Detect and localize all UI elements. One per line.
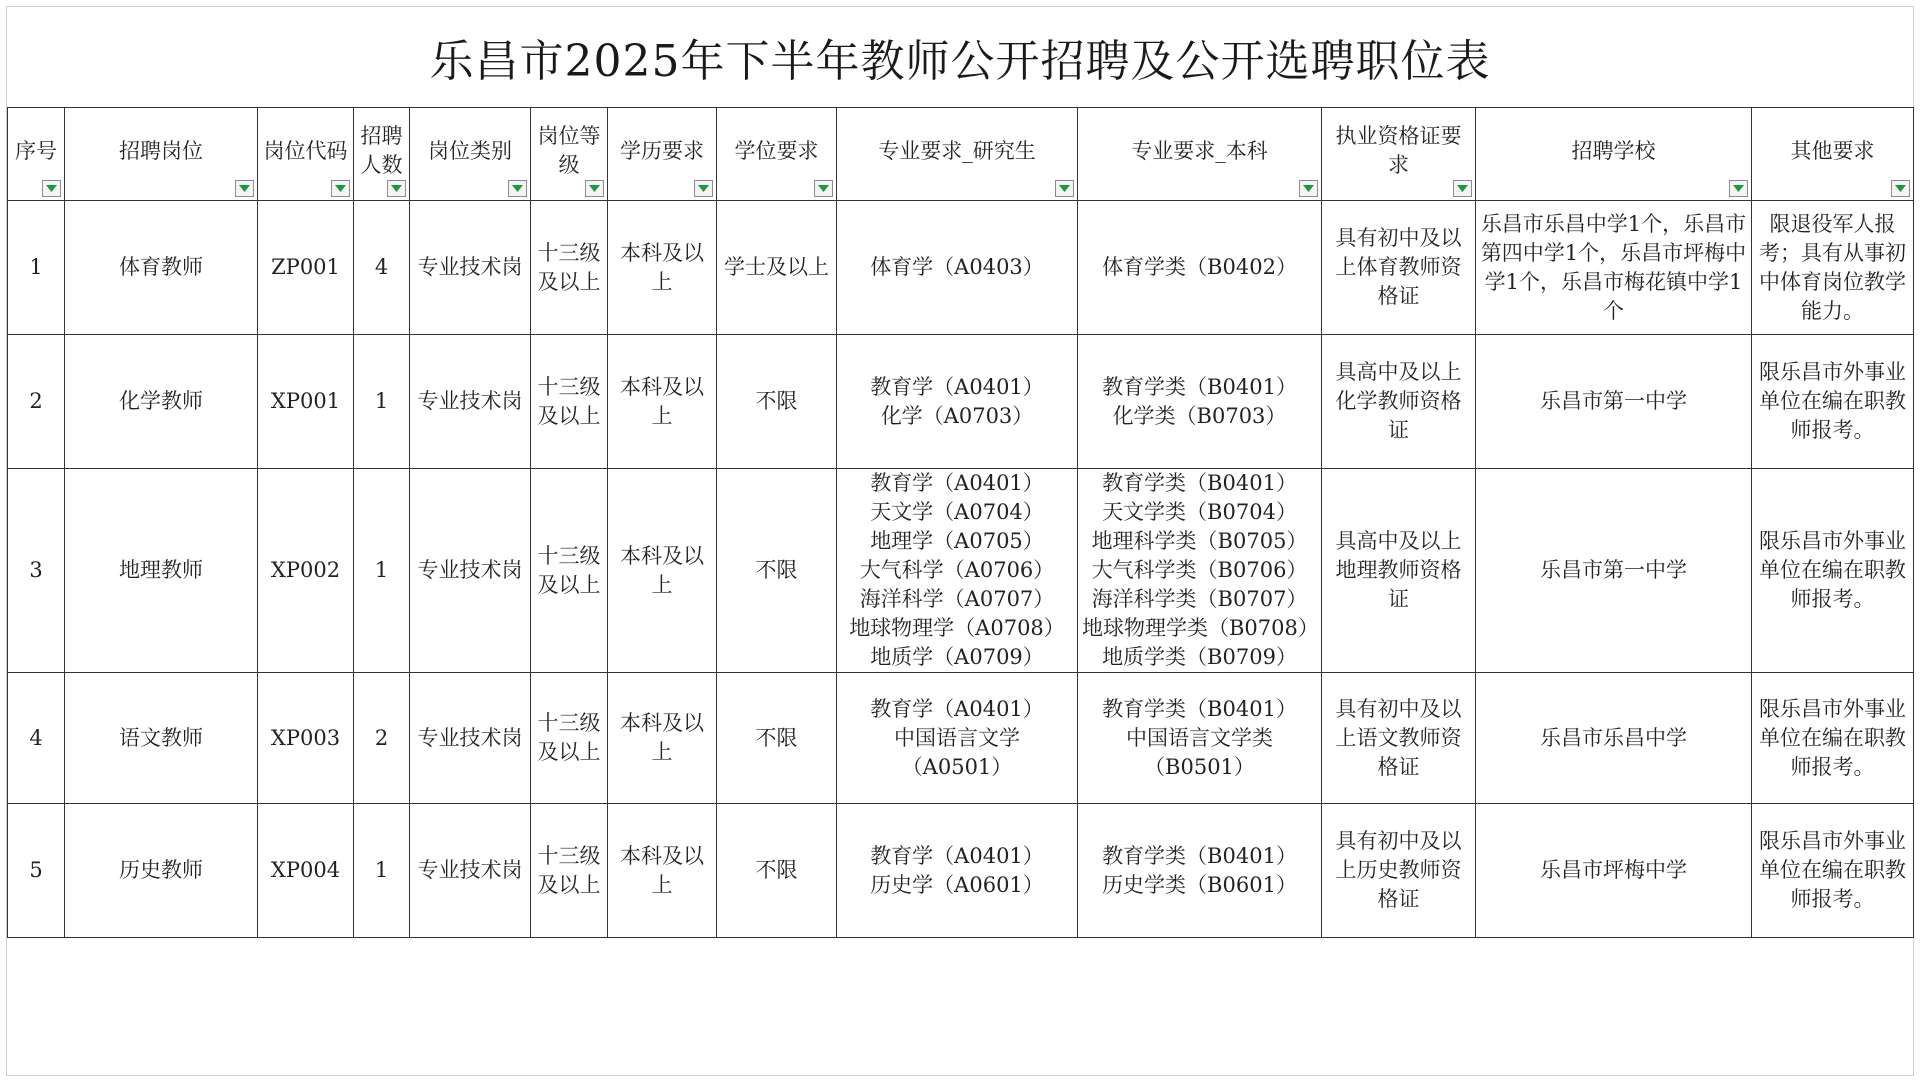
cell-level [531, 335, 608, 469]
cell-major-ug [1078, 335, 1322, 469]
cell-text: 不限 [755, 389, 798, 413]
major-item: 海洋科学（A0707） [859, 587, 1055, 611]
cell-degree [717, 469, 837, 673]
major-item: 化学（A0703） [880, 403, 1034, 428]
cell-count [354, 201, 410, 335]
filter-dropdown-icon[interactable] [1729, 180, 1748, 197]
cell-degree [717, 201, 837, 335]
cell-cert [1322, 804, 1476, 938]
cell-text: 不限 [755, 858, 798, 882]
header-label: 学历要求 [620, 138, 704, 163]
cell-major-grad [837, 335, 1078, 469]
header-label: 招聘学校 [1571, 138, 1656, 163]
cell-no [8, 335, 65, 469]
cell-no [8, 469, 65, 673]
filter-dropdown-icon[interactable] [814, 180, 833, 197]
header-col-no [8, 108, 65, 201]
major-item: （B0501） [1144, 754, 1255, 779]
header-label: 岗位代码 [263, 138, 348, 163]
cell-major-grad [837, 673, 1078, 804]
cell-text: 1 [374, 558, 389, 582]
cell-text: 限退役军人报考；具有从事初中体育岗位教学能力。 [1759, 211, 1906, 323]
cell-text: 具有初中及以上历史教师资格证 [1335, 829, 1462, 911]
cell-post [65, 804, 258, 938]
cell-text: 2 [29, 389, 43, 413]
cell-level [531, 804, 608, 938]
cell-text: 乐昌市第一中学 [1540, 389, 1687, 413]
header-label: 其他要求 [1790, 138, 1875, 163]
cell-other [1752, 469, 1914, 673]
major-item: 地质学类（B0709） [1102, 645, 1297, 669]
cell-text: 历史教师 [119, 858, 203, 882]
cell-other [1752, 804, 1914, 938]
header-label: 招聘人数 [360, 124, 403, 177]
cell-other [1752, 673, 1914, 804]
cell-code [258, 804, 354, 938]
major-item: 教育学（A0401） [870, 843, 1044, 868]
cell-text: 化学教师 [119, 389, 203, 413]
cell-code [258, 201, 354, 335]
cell-text: 2 [374, 725, 389, 750]
filter-dropdown-icon[interactable] [585, 180, 604, 197]
table-row [8, 201, 1914, 335]
header-col-school [1476, 108, 1752, 201]
cell-text: 本科及以上 [620, 240, 704, 294]
major-item: 大气科学（A0706） [859, 558, 1055, 582]
cell-text: 限乐昌市外事业单位在编在职教师报考。 [1759, 360, 1906, 442]
cell-level [531, 201, 608, 335]
cell-text: 不限 [755, 558, 798, 582]
major-item: 教育学类（B0401） [1102, 374, 1297, 399]
major-item: 教育学（A0401） [870, 374, 1044, 399]
major-item: 地理学（A0705） [870, 529, 1044, 553]
cell-text: ZP001 [271, 255, 340, 279]
cell-text: 乐昌市坪梅中学 [1540, 858, 1687, 882]
cell-school [1476, 335, 1752, 469]
cell-text: 乐昌市第一中学 [1540, 558, 1687, 582]
filter-dropdown-icon[interactable] [1453, 180, 1472, 197]
cell-other [1752, 201, 1914, 335]
cell-category [410, 673, 531, 804]
cell-count [354, 335, 410, 469]
cell-category [410, 804, 531, 938]
header-label: 序号 [15, 138, 57, 163]
major-item: 中国语言文学 [894, 725, 1020, 750]
cell-major-ug [1078, 673, 1322, 804]
cell-level [531, 469, 608, 673]
cell-text: 本科及以上 [620, 543, 704, 597]
cell-text: 限乐昌市外事业单位在编在职教师报考。 [1759, 529, 1906, 611]
cell-text: 专业技术岗 [417, 858, 523, 882]
cell-text: 不限 [755, 725, 798, 750]
cell-text: 具高中及以上地理教师资格证 [1335, 529, 1462, 611]
table-row [8, 804, 1914, 938]
header-col-major-ug [1078, 108, 1322, 201]
table-row [8, 335, 1914, 469]
filter-dropdown-icon[interactable] [42, 180, 61, 197]
cell-text: 本科及以上 [620, 843, 704, 897]
major-item: 历史学（A0601） [870, 872, 1044, 897]
cell-text: 十三级及以上 [537, 374, 601, 428]
cell-text: 本科及以上 [620, 711, 704, 764]
cell-major-grad [837, 469, 1078, 673]
header-label: 岗位类别 [428, 138, 512, 163]
cell-education [608, 469, 717, 673]
major-item: 教育学类（B0401） [1102, 843, 1297, 868]
header-label: 学位要求 [734, 138, 819, 163]
cell-text: 专业技术岗 [417, 725, 523, 750]
header-label: 专业要求_研究生 [878, 138, 1036, 163]
cell-other [1752, 335, 1914, 469]
cell-count [354, 469, 410, 673]
cell-education [608, 335, 717, 469]
cell-education [608, 804, 717, 938]
cell-major-ug [1078, 201, 1322, 335]
page-title: 乐昌市2025年下半年教师公开招聘及公开选聘职位表 [429, 36, 1491, 87]
cell-post [65, 335, 258, 469]
filter-dropdown-icon[interactable] [235, 180, 254, 197]
header-col-degree [717, 108, 837, 201]
cell-text: 具有初中及以上语文教师资格证 [1335, 696, 1462, 779]
cell-text: 本科及以上 [620, 374, 704, 428]
cell-education [608, 673, 717, 804]
major-item: 教育学类（B0401） [1102, 696, 1297, 721]
cell-text: 专业技术岗 [417, 389, 523, 413]
major-item: 体育学类（B0402） [1102, 255, 1297, 279]
cell-cert [1322, 673, 1476, 804]
cell-text: 乐昌市乐昌中学1个，乐昌市第四中学1个，乐昌市坪梅中学1个，乐昌市梅花镇中学1个 [1480, 211, 1747, 323]
cell-count [354, 673, 410, 804]
cell-no [8, 201, 65, 335]
major-item: 地质学（A0709） [870, 645, 1044, 669]
cell-text: 语文教师 [119, 725, 203, 750]
cell-text: 1 [374, 858, 389, 882]
cell-school [1476, 673, 1752, 804]
cell-text: 具高中及以上化学教师资格证 [1335, 360, 1462, 442]
cell-cert [1322, 469, 1476, 673]
header-col-count [354, 108, 410, 201]
cell-cert [1322, 335, 1476, 469]
filter-dropdown-icon[interactable] [508, 180, 527, 197]
cell-degree [717, 804, 837, 938]
cell-category [410, 469, 531, 673]
header-label: 专业要求_本科 [1131, 138, 1268, 163]
major-item: 大气科学类（B0706） [1091, 558, 1308, 582]
major-item: （A0501） [901, 754, 1013, 779]
cell-text: 十三级及以上 [537, 240, 601, 294]
header-label: 执业资格证要求 [1335, 124, 1462, 177]
filter-dropdown-icon[interactable] [1055, 180, 1074, 197]
cell-major-grad [837, 804, 1078, 938]
cell-post [65, 201, 258, 335]
cell-code [258, 335, 354, 469]
major-item: 天文学类（B0704） [1102, 500, 1297, 524]
cell-no [8, 804, 65, 938]
header-col-other [1752, 108, 1914, 201]
cell-school [1476, 201, 1752, 335]
filter-dropdown-icon[interactable] [1299, 180, 1318, 197]
filter-dropdown-icon[interactable] [1891, 180, 1910, 197]
cell-text: 3 [29, 558, 43, 582]
cell-code [258, 469, 354, 673]
cell-text: 乐昌市乐昌中学 [1540, 725, 1687, 750]
major-item: 教育学（A0401） [870, 471, 1044, 495]
cell-text: XP002 [270, 558, 341, 582]
cell-text: 地理教师 [119, 558, 203, 582]
cell-major-ug [1078, 469, 1322, 673]
cell-text: 十三级及以上 [537, 711, 601, 764]
major-item: 教育学（A0401） [870, 696, 1044, 721]
cell-count [354, 804, 410, 938]
cell-cert [1322, 201, 1476, 335]
cell-category [410, 201, 531, 335]
cell-text: 限乐昌市外事业单位在编在职教师报考。 [1759, 829, 1906, 911]
cell-school [1476, 469, 1752, 673]
major-item: 历史学类（B0601） [1102, 872, 1297, 897]
cell-text: 专业技术岗 [417, 255, 523, 279]
major-item: 地球物理学（A0708） [849, 616, 1065, 640]
cell-text: XP003 [270, 725, 341, 750]
cell-text: 4 [374, 255, 389, 279]
major-item: 教育学类（B0401） [1102, 471, 1297, 495]
header-col-category [410, 108, 531, 201]
cell-text: 学士及以上 [724, 255, 829, 279]
spreadsheet-page [6, 6, 1914, 1076]
cell-post [65, 469, 258, 673]
major-item: 天文学（A0704） [870, 500, 1044, 524]
header-col-education [608, 108, 717, 201]
table-row [8, 469, 1914, 673]
cell-category [410, 335, 531, 469]
cell-no [8, 673, 65, 804]
cell-text: 5 [29, 858, 43, 882]
filter-dropdown-icon[interactable] [387, 180, 406, 197]
major-item: 地球物理学类（B0708） [1082, 616, 1319, 640]
cell-text: XP004 [270, 858, 341, 882]
header-col-post [65, 108, 258, 201]
major-item: 中国语言文学类 [1126, 725, 1273, 750]
cell-post [65, 673, 258, 804]
header-col-code [258, 108, 354, 201]
cell-text: 体育教师 [119, 255, 203, 279]
header-row [8, 108, 1914, 201]
major-item: 体育学（A0403） [870, 255, 1044, 279]
filter-dropdown-icon[interactable] [331, 180, 350, 197]
cell-level [531, 673, 608, 804]
cell-major-grad [837, 201, 1078, 335]
cell-degree [717, 335, 837, 469]
header-col-cert [1322, 108, 1476, 201]
cell-text: 专业技术岗 [417, 558, 523, 582]
major-item: 海洋科学类（B0707） [1091, 587, 1308, 611]
cell-code [258, 673, 354, 804]
cell-major-ug [1078, 804, 1322, 938]
cell-degree [717, 673, 837, 804]
major-item: 化学类（B0703） [1112, 403, 1287, 428]
header-label: 岗位等级 [537, 124, 601, 177]
table-body [8, 201, 1914, 938]
position-table [7, 107, 1914, 938]
cell-education [608, 201, 717, 335]
filter-dropdown-icon[interactable] [694, 180, 713, 197]
cell-text: 1 [374, 389, 389, 413]
cell-text: XP001 [270, 389, 341, 413]
cell-text: 4 [29, 725, 43, 750]
table-row [8, 673, 1914, 804]
cell-school [1476, 804, 1752, 938]
cell-text: 限乐昌市外事业单位在编在职教师报考。 [1759, 696, 1906, 779]
major-item: 地理科学类（B0705） [1091, 529, 1308, 553]
cell-text: 十三级及以上 [537, 543, 601, 597]
cell-text: 具有初中及以上体育教师资格证 [1335, 226, 1462, 308]
cell-text: 十三级及以上 [537, 843, 601, 897]
header-col-major-grad [837, 108, 1078, 201]
cell-text: 1 [29, 255, 43, 279]
header-label: 招聘岗位 [119, 138, 203, 163]
header-col-level [531, 108, 608, 201]
